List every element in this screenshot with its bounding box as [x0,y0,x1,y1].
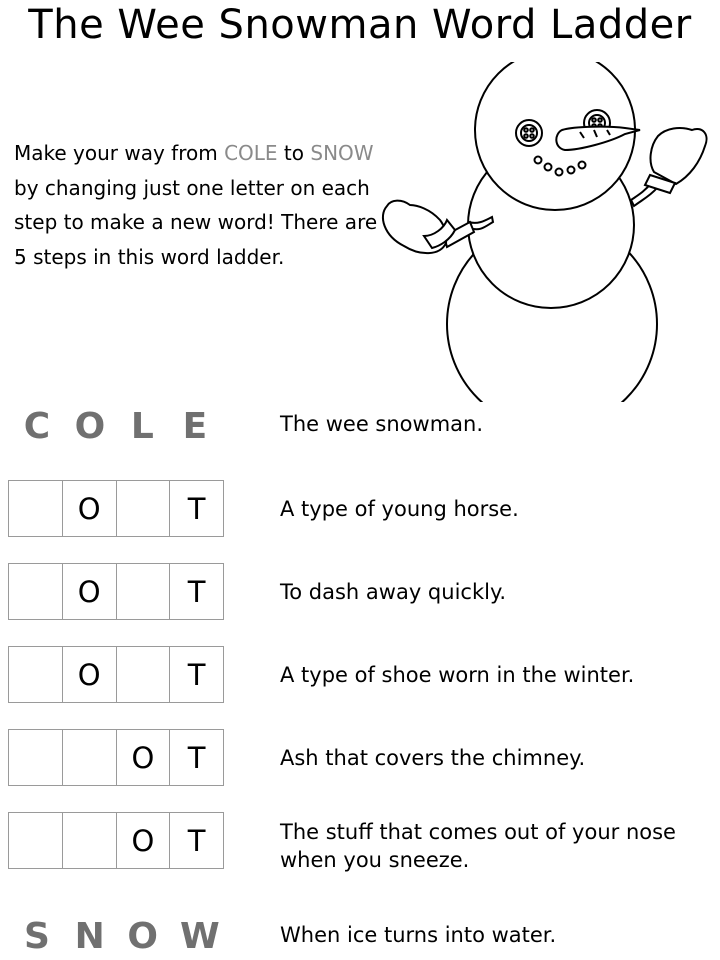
ladder-step-3 [8,646,224,703]
letter-cell[interactable]: O [63,481,117,536]
page-title: The Wee Snowman Word Ladder [28,2,692,48]
intro-part-2: to [277,141,311,165]
letter-cell[interactable]: O [63,647,117,702]
letter-cell[interactable] [9,730,63,785]
intro-part-3: by changing just one letter on each step to make a new word! There are 5 steps in this word ladder. [14,175,378,269]
end-letter: O [127,916,158,957]
step-3-clue: A type of shoe worn in the winter. [280,663,635,687]
letter-cell[interactable]: O [63,564,117,619]
ladder-step-5 [8,812,224,869]
end-letter: N [74,916,105,957]
start-letter: C [23,406,51,447]
letter-cell[interactable] [9,647,63,702]
ladder-step-1 [8,480,224,537]
start-letter: E [182,406,208,447]
start-word [8,406,224,446]
snowman-illustration [375,62,720,402]
letter-cell[interactable] [117,564,171,619]
letter-cell[interactable]: O [117,730,171,785]
letter-cell[interactable] [9,564,63,619]
letter-cell[interactable] [9,813,63,868]
letter-cell[interactable] [117,647,171,702]
letter-cell[interactable]: T [187,740,206,775]
step-4-clue: Ash that covers the chimney. [280,746,586,770]
letter-cell[interactable] [63,813,117,868]
end-word [8,916,224,956]
right-mitten-icon [651,128,707,184]
letter-cell[interactable] [63,730,117,785]
end-word-highlight: SNOW [310,141,374,165]
letter-cell[interactable]: O [117,813,171,868]
letter-cell[interactable]: T [187,823,206,858]
end-letter: W [179,916,220,957]
letter-cell[interactable]: T [187,491,206,526]
instructions [14,136,384,274]
intro-part-1: Make your way from [14,141,225,165]
end-clue: When ice turns into water. [280,923,557,947]
letter-cell[interactable]: T [187,657,206,692]
letter-cell[interactable] [9,481,63,536]
start-clue: The wee snowman. [280,412,484,436]
letter-cell[interactable] [117,481,171,536]
ladder-step-2 [8,563,224,620]
step-1-clue: A type of young horse. [280,497,519,521]
step-5-clue: The stuff that comes out of your nose when you sneeze. [280,820,676,872]
end-letter: S [24,916,50,957]
start-letter: O [74,406,106,447]
start-word-highlight: COLE [224,141,278,165]
start-letter: L [130,406,154,447]
mouth-dot [535,157,542,164]
ladder-step-4 [8,729,224,786]
step-2-clue: To dash away quickly. [280,580,507,604]
letter-cell[interactable]: T [187,574,206,609]
